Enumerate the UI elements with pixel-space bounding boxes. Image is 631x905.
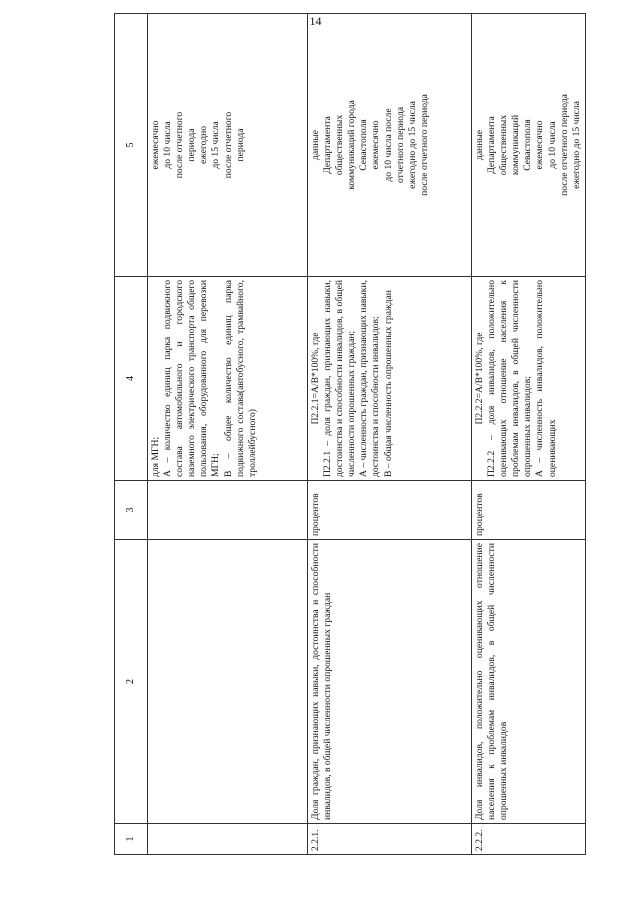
source-line: общественных <box>334 114 346 176</box>
source-line: ежемесячно <box>534 120 546 170</box>
formula-line: А – количество единиц парка подвижного состава автомобильного и городского наземного электрического транспорта общего пользования, оборудованного для перевозки МГН; <box>162 280 222 477</box>
row-number: 2.2.1. <box>308 824 472 855</box>
source-line: до 10 числа после <box>382 108 394 182</box>
source-line: после отчетного <box>222 111 234 179</box>
formula-line: П2.2.1 – доля граждан, признающих навыки, достоинства и способности инвалидов, в общей численности опрошенных граждан; <box>322 280 358 477</box>
indicators-table <box>114 13 586 855</box>
source-cell <box>472 14 586 277</box>
source-line: до 15 числа <box>210 121 222 169</box>
formula-line: В – общая численность опрошенных граждан <box>382 290 394 477</box>
row-number <box>148 824 308 855</box>
source-line: ежемесячно <box>370 120 382 170</box>
source-line: после отчетного периода <box>558 94 570 196</box>
source-line: данные <box>474 129 485 161</box>
formula-line: А – численность граждан, признающих навыки, достоинства и способности инвалидов; <box>358 280 382 477</box>
header-col-5: 5 <box>115 14 148 277</box>
source-line: ежемесячно <box>150 120 161 170</box>
source-line: коммуникаций <box>510 114 522 176</box>
header-col-4: 4 <box>115 277 148 481</box>
unit-cell: процентов <box>472 481 586 540</box>
source-line: Департамента <box>322 116 334 174</box>
source-line: Севастополя <box>522 119 534 171</box>
formula-line: В – общее количество единиц парка подвижного состава(автобусного, трамвайного, троллейбусного) <box>222 280 258 477</box>
table-row <box>148 14 308 855</box>
rotated-table-container <box>114 13 581 855</box>
formula-cell <box>472 277 586 481</box>
source-line: Севастополя <box>358 119 370 171</box>
indicator-name: Доля инвалидов, положительно оценивающих отношение населения к проблемам инвалидов, в общей численности опрошенных инвалидов <box>472 540 586 824</box>
formula-line: П2.2.1=А/В*100%, где <box>310 332 321 425</box>
source-cell <box>308 14 472 277</box>
formula-line: П2.2.2 – доля инвалидов, положительно оценивающих отношение населения к проблемам инвалидов, в общей численности опрошенных инвалидов; <box>486 280 534 477</box>
table-row <box>472 14 586 855</box>
source-line: отчетного периода <box>394 107 406 183</box>
unit-cell <box>148 481 308 540</box>
unit-cell: процентов <box>308 481 472 540</box>
header-col-2: 2 <box>115 540 148 824</box>
formula-cell <box>148 277 308 481</box>
source-line: общественных <box>498 114 510 176</box>
indicator-name: Доля граждан, признающих навыки, достоинства и способности инвалидов, в общей численности опрошенных граждан <box>308 540 472 824</box>
row-number: 2.2.2. <box>472 824 586 855</box>
table-header-row <box>115 14 148 855</box>
table-row <box>308 14 472 855</box>
source-line: после отчетного <box>174 111 186 179</box>
formula-line: А – численность инвалидов, положительно оценивающих <box>534 280 558 477</box>
page-number: 14 <box>309 14 322 28</box>
source-line: до 10 числа <box>162 121 174 169</box>
formula-line: для МГН; <box>150 436 161 477</box>
source-line: коммуникаций города <box>346 100 358 190</box>
source-line: после отчетного периода <box>418 94 430 196</box>
source-line: Департамента <box>486 116 498 174</box>
formula-line: П2.2.2=А/В*100%, где <box>474 332 485 425</box>
source-cell <box>148 14 308 277</box>
header-col-3: 3 <box>115 481 148 540</box>
formula-cell <box>308 277 472 481</box>
source-line: данные <box>310 129 321 161</box>
source-line: ежегодно до 15 числа <box>406 101 418 189</box>
source-line: периода <box>234 128 246 162</box>
indicator-name <box>148 540 308 824</box>
source-line: ежегодно до 15 числа <box>570 101 582 189</box>
header-col-1: 1 <box>115 824 148 855</box>
source-line: ежегодно <box>198 125 210 165</box>
source-line: до 10 числа <box>546 121 558 169</box>
source-line: периода <box>186 128 198 162</box>
